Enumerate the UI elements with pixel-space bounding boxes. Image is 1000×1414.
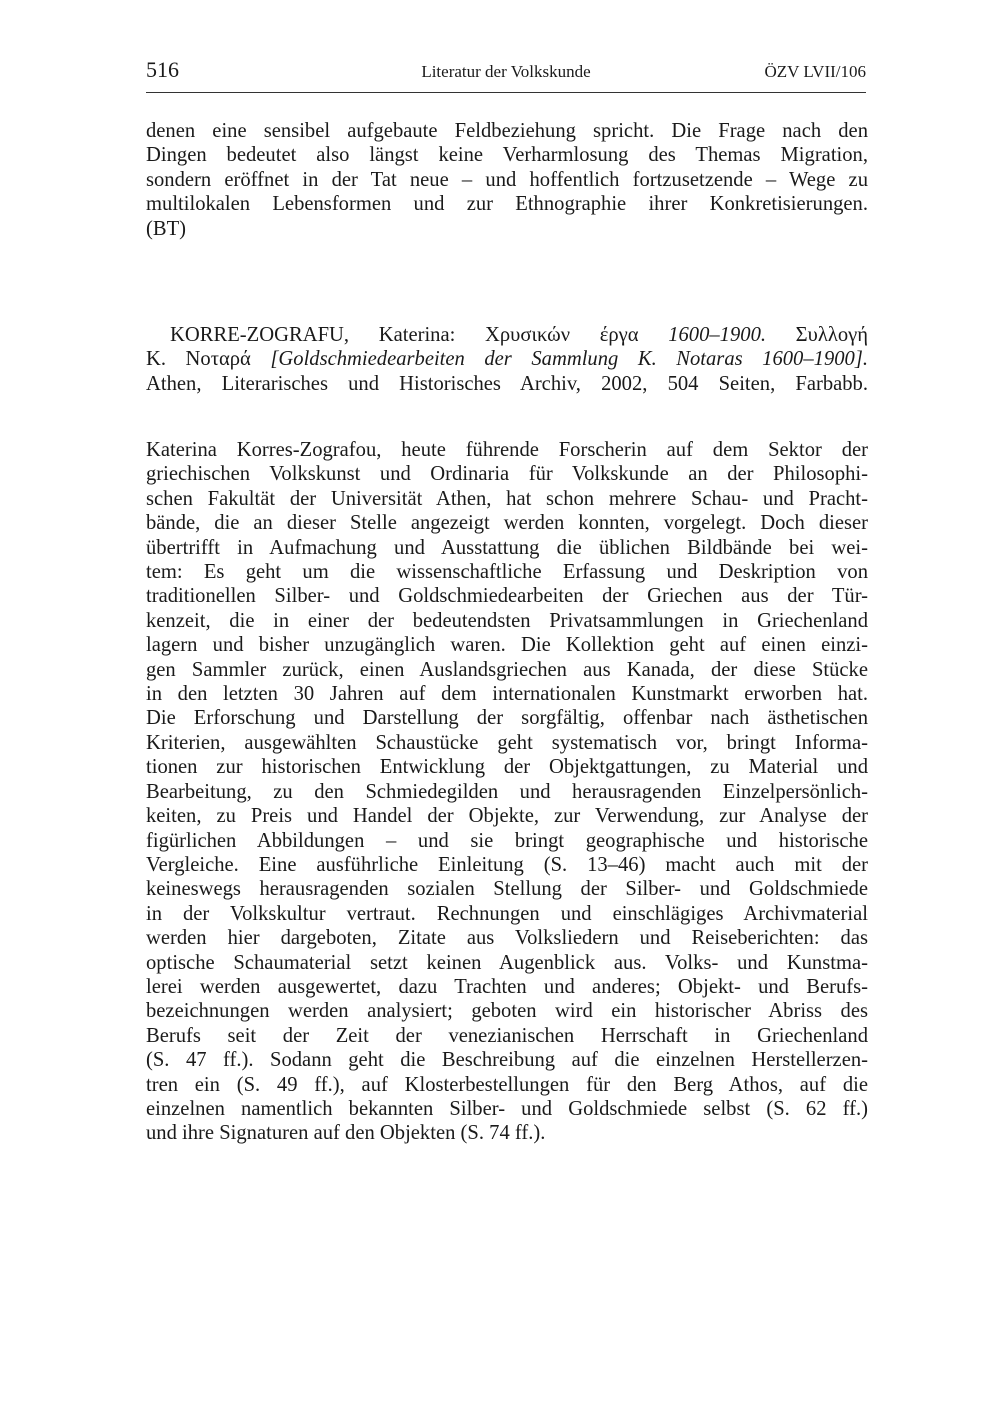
- text-line: (BT): [146, 217, 187, 240]
- text-line: Die Erforschung und Darstellung der sorgfältig, offenbar nach ästhetischen: [146, 707, 868, 730]
- text-line: Katerina Korres-Zografou, heute führende Forscherin auf dem Sektor der: [146, 439, 868, 461]
- entry-publication: Athen, Literarisches und Historisches Archiv, 2002, 504 Seiten, Farbabb.: [146, 372, 868, 395]
- text-line: sondern eröffnet in der Tat neue – und hoffentlich fortzusetzende – Wege zu: [146, 168, 868, 191]
- text-line: Kriterien, ausgewählten Schaustücke geht systematisch vor, bringt Informa-: [146, 731, 868, 754]
- text-line: bände, die an dieser Stelle angezeigt werden konnten, vorgelegt. Doch dieser: [146, 512, 868, 535]
- text-line: denen eine sensibel aufgebaute Feldbeziehung spricht. Die Frage nach den: [146, 120, 868, 142]
- running-header: [146, 57, 866, 86]
- text-line: schen Fakultät der Universität Athen, hat schon mehrere Schau- und Pracht-: [146, 487, 868, 510]
- text-line: Vergleiche. Eine ausführliche Einleitung (S. 13–46) macht auch mit der: [146, 853, 868, 876]
- paragraph-continued: [146, 119, 868, 241]
- section-title: Literatur der Volkskunde: [421, 62, 591, 81]
- page-number: 516: [146, 57, 179, 82]
- entry-german-title: [Goldschmiedearbeiten der Sammlung K. Notaras 1600–1900].: [270, 348, 868, 371]
- text-line: in den letzten 30 Jahren auf dem internationalen Kunstmarkt erworben hat.: [146, 683, 868, 706]
- text-line: einzelnen namentlich bekannten Silber- und Goldschmiede selbst (S. 62 ff.): [146, 1097, 868, 1120]
- text-line: figürlichen Abbildungen – und sie bringt geographische und historische: [146, 829, 868, 852]
- text-line: tem: Es geht um die wissenschaftliche Erfassung und Deskription von: [146, 561, 868, 584]
- text-line: traditionellen Silber- und Goldschmiedearbeiten der Griechen aus der Tür-: [146, 585, 868, 608]
- text-line: tionen zur historischen Entwicklung der Objektgattungen, zu Material und: [146, 756, 868, 779]
- entry-line: [146, 323, 868, 347]
- text-line: Berufs seit der Zeit der venezianischen Herrschaft in Griechenland: [146, 1024, 868, 1047]
- text-line: tren ein (S. 49 ff.), auf Klosterbestellungen für den Berg Athos, auf die: [146, 1073, 868, 1096]
- entry-greek-title: Χρυσικών έργα: [485, 324, 669, 346]
- text-line: Dingen bedeutet also längst keine Verharmlosung des Themas Migration,: [146, 144, 868, 167]
- entry-greek-collection-cont: Κ. Νοταρά: [146, 348, 271, 371]
- entry-years: 1600–1900.: [668, 324, 767, 346]
- text-line: bezeichnungen werden analysiert; geboten wird ein historischer Abriss des: [146, 1000, 868, 1023]
- text-line: lagern und bisher unzugänglich waren. Die Kollektion geht auf einen einzi-: [146, 634, 868, 657]
- entry-line: [146, 347, 868, 371]
- entry-line: [146, 372, 868, 396]
- text-line: optische Schaumaterial setzt keinen Augenblick aus. Volks- und Kunstma-: [146, 951, 868, 974]
- text-line: übertrifft in Aufmachung und Ausstattung die üblichen Bildbände bei wei-: [146, 536, 868, 559]
- text-line: werden hier dargeboten, Zitate aus Volksliedern und Reiseberichten: das: [146, 927, 868, 950]
- text-line: kenzeit, die in einer der bedeutendsten Privatsammlungen in Griechenland: [146, 609, 868, 632]
- text-line: und ihre Signaturen auf den Objekten (S. 74 ff.).: [146, 1122, 546, 1145]
- text-line: Bearbeitung, zu den Schmiedegilden und herausragenden Einzelpersönlich-: [146, 780, 868, 803]
- header-rule: [146, 92, 866, 93]
- text-line: keiten, zu Preis und Handel der Objekte, zur Verwendung, zur Analyse der: [146, 805, 868, 828]
- text-line: gen Sammler zurück, einen Auslandsgriechen aus Kanada, der diese Stücke: [146, 658, 868, 681]
- entry-greek-collection: Συλλογή: [766, 324, 868, 346]
- text-line: in der Volkskultur vertraut. Rechnungen und einschlägiges Archivmaterial: [146, 902, 868, 925]
- text-line: griechischen Volkskunst und Ordinaria für Volkskunde an der Philosophi-: [146, 463, 868, 486]
- bibliographic-entry: [146, 323, 868, 396]
- review-paragraph: [146, 438, 868, 1146]
- text-line: keineswegs herausragenden sozialen Stellung der Silber- und Goldschmiede: [146, 878, 868, 901]
- text-line: (S. 47 ff.). Sodann geht die Beschreibung auf die einzelnen Herstellerzen-: [146, 1049, 868, 1072]
- journal-reference: ÖZV LVII/106: [764, 62, 866, 81]
- text-line: multilokalen Lebensformen und zur Ethnographie ihrer Konkretisierungen.: [146, 193, 868, 216]
- text-line: lerei werden ausgewertet, dazu Trachten und anderes; Objekt- und Berufs-: [146, 975, 868, 998]
- entry-author: KORRE-ZOGRAFU, Katerina:: [170, 324, 485, 346]
